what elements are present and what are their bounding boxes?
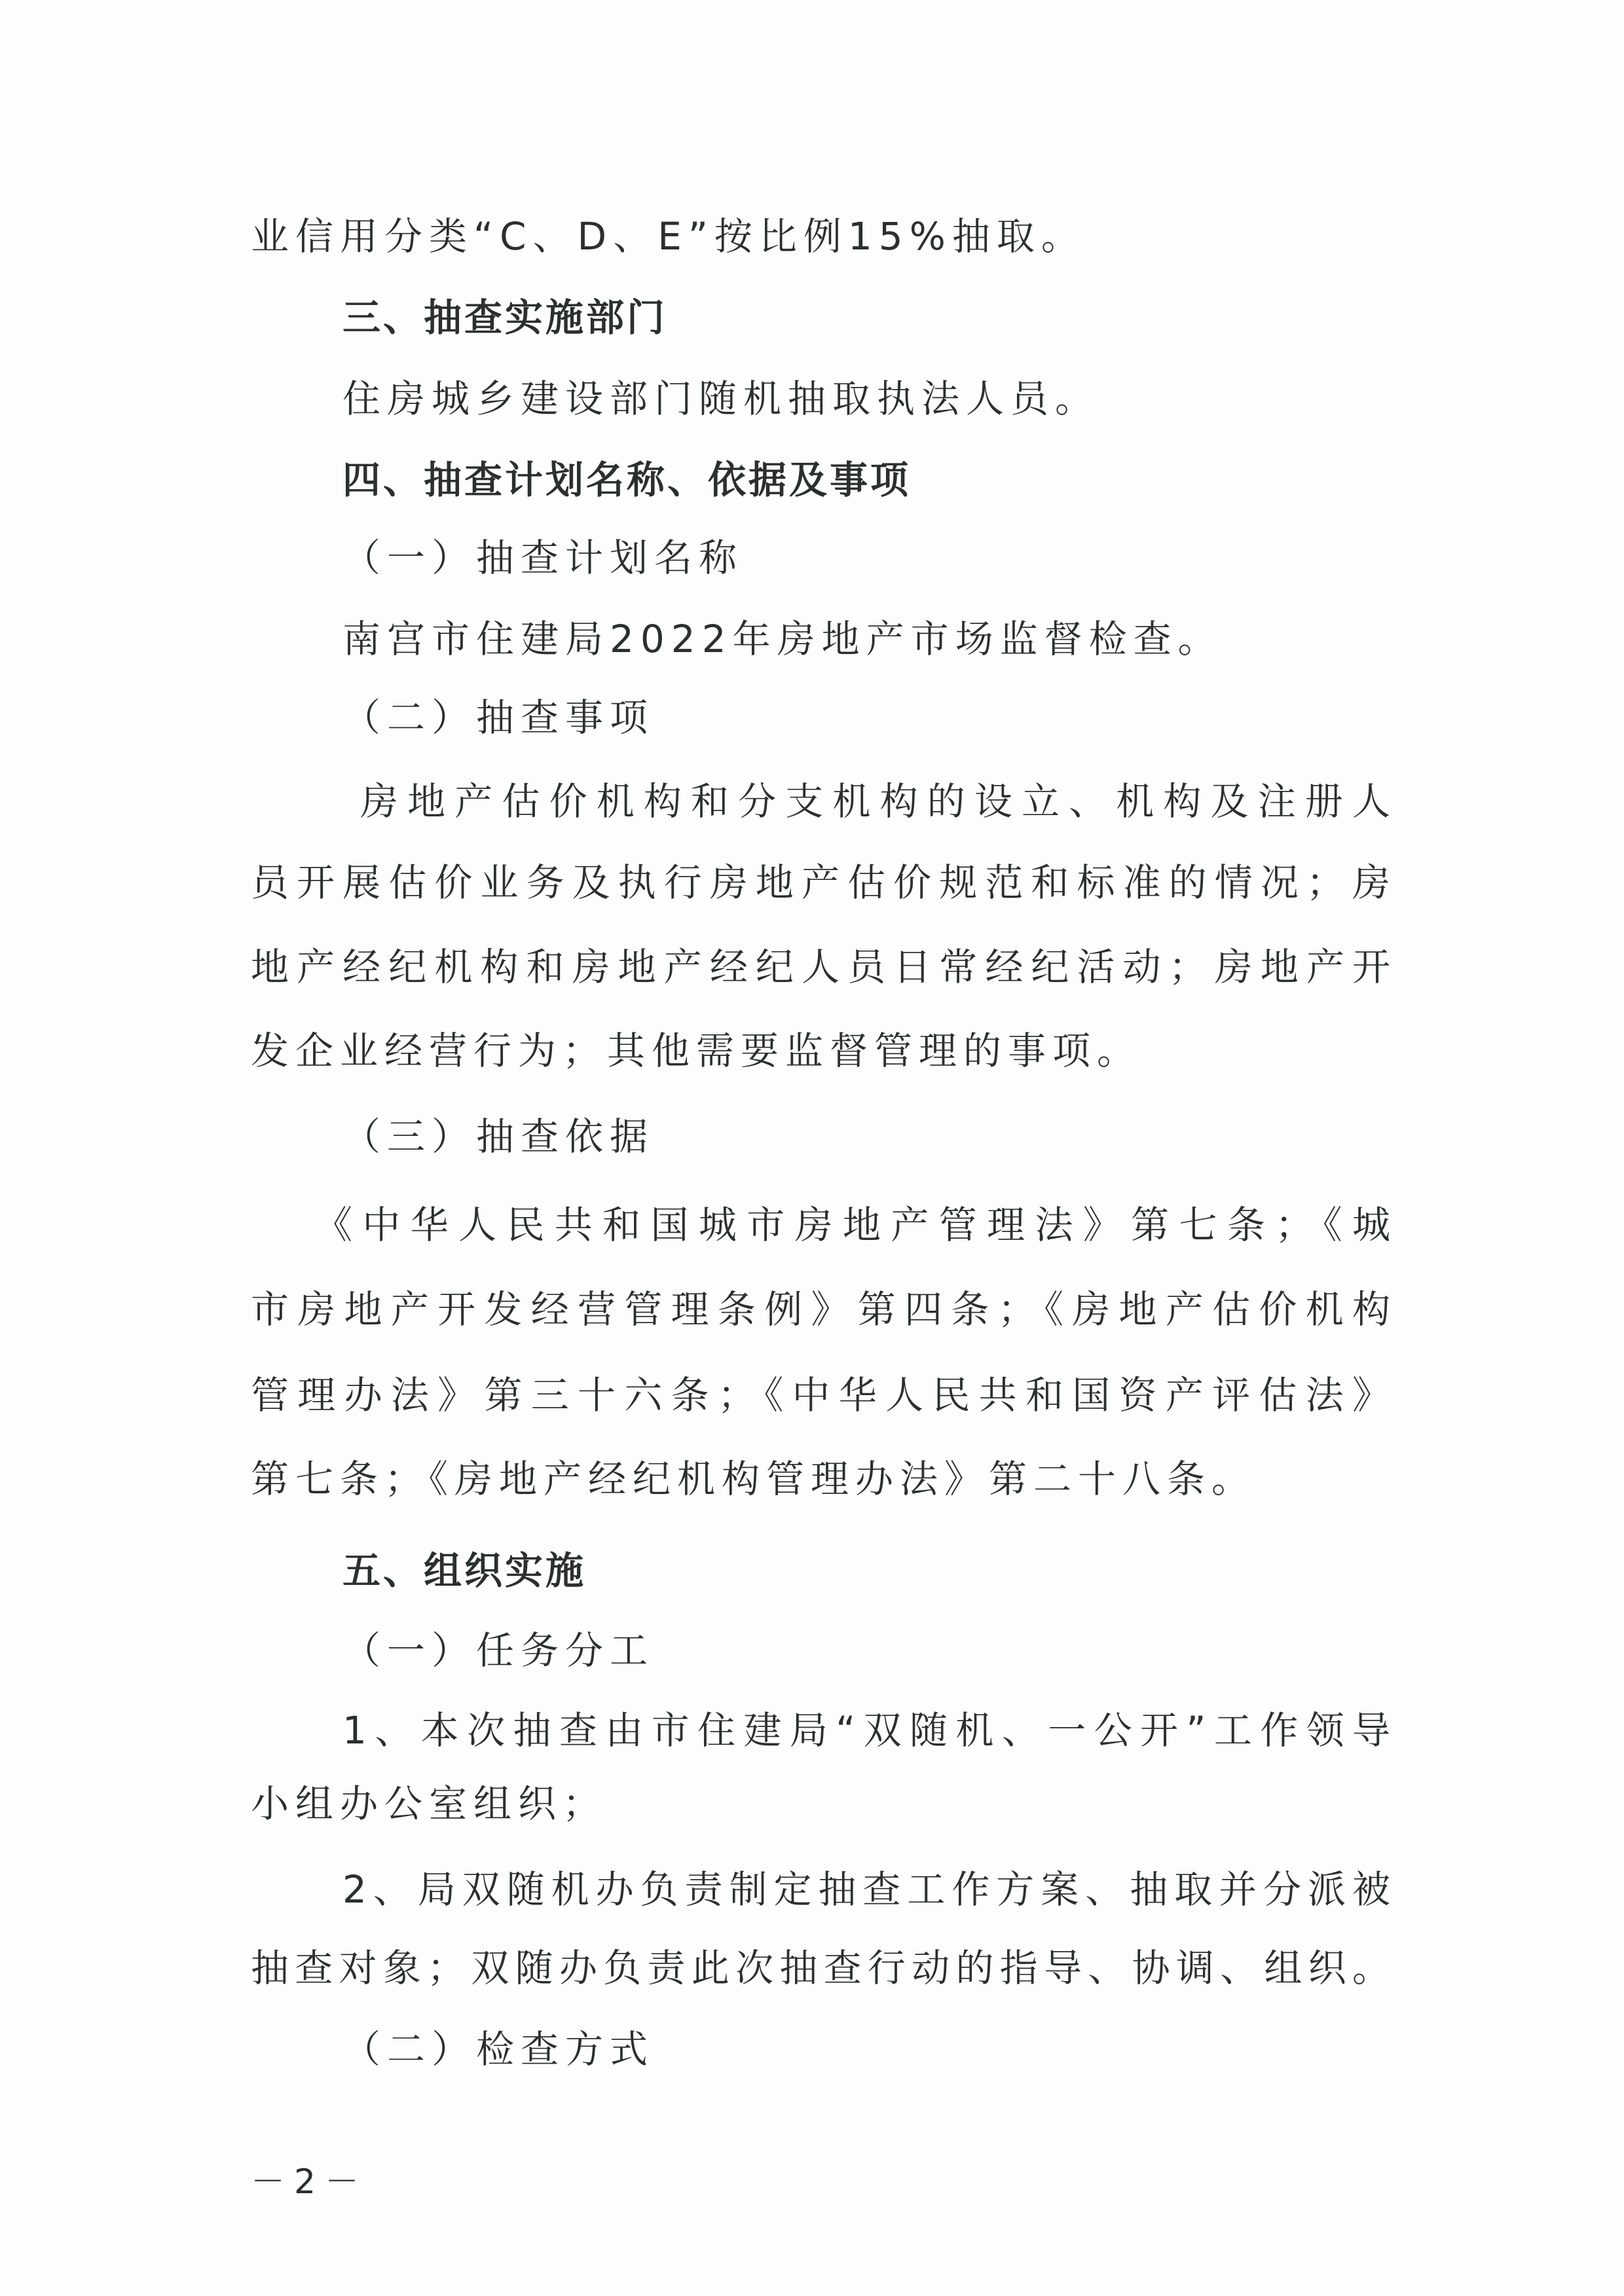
body-text-line: 住房城乡建设部门随机抽取执法人员。	[342, 376, 1100, 421]
body-text-line: 《中华人民共和国城市房地产管理法》第七条；《城	[314, 1203, 1390, 1247]
subheading: （二）抽查事项	[342, 695, 655, 740]
subheading: （一）任务分工	[342, 1628, 655, 1673]
body-text-line: 抽查对象；双随办负责此次抽查行动的指导、协调、组织。	[251, 1946, 1390, 1990]
page-number: －2－	[251, 2162, 369, 2202]
body-text-line: 房地产估价机构和分支机构的设立、机构及注册人	[360, 779, 1390, 824]
body-text-line: 市房地产开发经营管理条例》第四条；《房地产估价机构	[251, 1287, 1390, 1332]
body-text-line: 地产经纪机构和房地产经纪人员日常经纪活动；房地产开	[251, 945, 1390, 989]
section-heading-5: 五、组织实施	[342, 1548, 587, 1593]
section-heading-3: 三、抽查实施部门	[342, 295, 668, 340]
section-heading-4: 四、抽查计划名称、依据及事项	[342, 458, 912, 502]
subheading: （三）抽查依据	[342, 1114, 655, 1159]
body-text-line: 小组办公室组织；	[251, 1781, 608, 1826]
body-text-line: 发企业经营行为；其他需要监督管理的事项。	[251, 1029, 1142, 1073]
body-text-line: 1、本次抽查由市住建局“双随机、一公开”工作领导	[342, 1708, 1390, 1753]
body-text-line: 员开展估价业务及执行房地产估价规范和标准的情况；房	[251, 860, 1390, 905]
body-text-line: 第七条；《房地产经纪机构管理办法》第二十八条。	[251, 1457, 1257, 1501]
body-text-line: 业信用分类“C、D、E”按比例15%抽取。	[251, 214, 1086, 259]
body-text-line: 管理办法》第三十六条；《中华人民共和国资产评估法》	[251, 1373, 1390, 1417]
body-text-line: 南宫市住建局2022年房地产市场监督检查。	[342, 617, 1223, 661]
subheading: （二）检查方式	[342, 2027, 655, 2071]
body-text-line: 2、局双随机办负责制定抽查工作方案、抽取并分派被	[342, 1867, 1390, 1912]
subheading: （一）抽查计划名称	[342, 536, 744, 580]
